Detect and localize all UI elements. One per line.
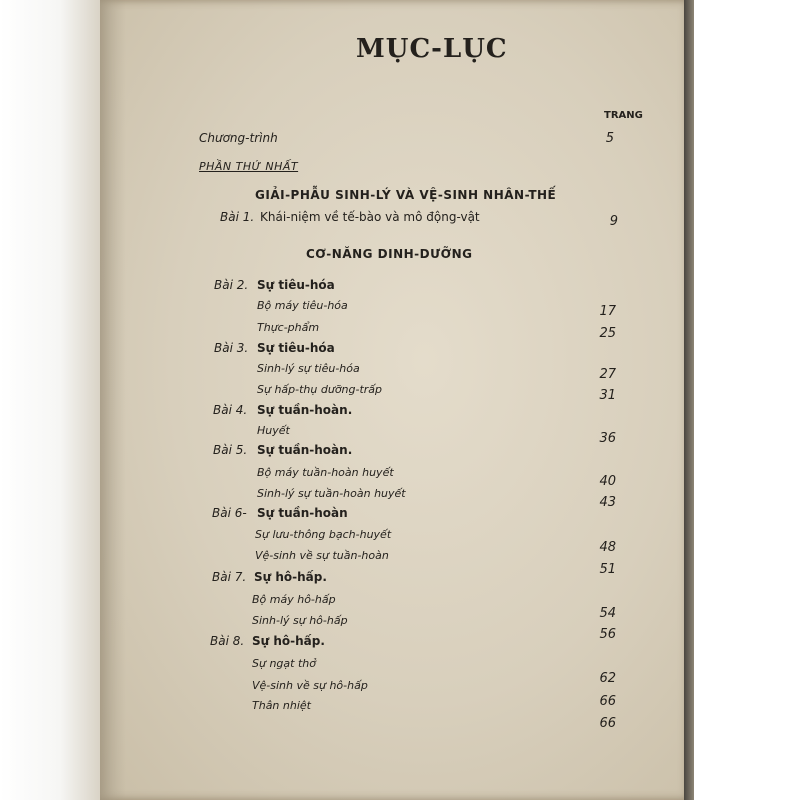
lesson-title: Khái-niệm về tế-bào và mô động-vật — [260, 210, 480, 224]
toc-page-number: 66 — [599, 716, 616, 731]
lesson-title: Sự tiêu-hóa — [257, 341, 335, 355]
lesson-number: Bài 8. — [210, 634, 245, 648]
left-background — [0, 0, 100, 800]
lesson-title: Sự tuần-hoàn. — [257, 443, 353, 457]
toc-page-number: 36 — [599, 431, 616, 446]
toc-subentry: Sinh-lý sự tiêu-hóa — [257, 362, 360, 375]
toc-subentry: Sự lưu-thông bạch-huyết — [255, 528, 392, 541]
toc-subentry: Vệ-sinh về sự hô-hấp — [252, 679, 368, 692]
toc-page-number: 43 — [599, 495, 616, 510]
page-title: MỤC-LỤC — [356, 34, 508, 64]
lesson-title: Sự tuần-hoàn. — [257, 403, 353, 417]
toc-subentry: Bộ máy tiêu-hóa — [257, 299, 348, 312]
lesson-title: Sự hô-hấp. — [254, 570, 327, 584]
page-column-header: TRANG — [604, 110, 643, 121]
toc-page-number: 27 — [599, 367, 616, 382]
toc-subentry: Thân nhiệt — [252, 699, 311, 712]
lesson-number: Bài 2. — [214, 278, 249, 292]
toc-subentry: Sự hấp-thụ dưỡng-trấp — [257, 383, 383, 396]
toc-page-number: 25 — [599, 326, 616, 341]
lesson-number: Bài 5. — [213, 443, 248, 457]
lesson-title: Sự hô-hấp. — [252, 634, 325, 648]
lesson-title: Sự tuần-hoàn — [257, 506, 348, 520]
toc-page-number: 9 — [609, 214, 618, 229]
section-heading-anatomy: GIẢI-PHẪU SINH-LÝ VÀ VỆ-SINH NHÂN-THẾ — [255, 188, 557, 202]
toc-page-number: 66 — [599, 694, 616, 709]
toc-subentry: Sự ngạt thở — [252, 657, 316, 670]
right-background — [684, 0, 800, 800]
toc-page-number: 48 — [599, 540, 616, 555]
toc-page-number: 54 — [599, 606, 616, 621]
toc-subentry: Bộ máy tuần-hoàn huyết — [257, 466, 394, 479]
toc-page-number: 5 — [605, 131, 614, 146]
toc-subentry: Bộ máy hô-hấp — [252, 593, 336, 606]
lesson-number: Bài 3. — [214, 341, 249, 355]
lesson-number: Bài 7. — [212, 570, 247, 584]
lesson-number: Bài 6- — [212, 506, 247, 520]
toc-subentry: Vệ-sinh về sự tuần-hoàn — [255, 549, 389, 562]
toc-subentry: Sinh-lý sự hô-hấp — [252, 614, 348, 627]
page-fold-shadow — [100, 0, 126, 800]
toc-page-number: 31 — [599, 388, 616, 403]
lesson-number: Bài 1. — [220, 210, 255, 224]
lesson-title: Sự tiêu-hóa — [257, 278, 335, 292]
toc-subentry: Thực-phẩm — [257, 321, 320, 334]
toc-page-number: 17 — [599, 304, 616, 319]
part-heading: PHẦN THỨ NHẤT — [199, 160, 299, 173]
toc-subentry: Huyết — [257, 424, 290, 437]
section-heading-nutrition: CƠ-NĂNG DINH-DƯỠNG — [306, 247, 473, 261]
toc-page-number: 62 — [599, 671, 616, 686]
toc-subentry: Sinh-lý sự tuần-hoàn huyết — [257, 487, 406, 500]
toc-page-number: 56 — [599, 627, 616, 642]
toc-page-number: 40 — [599, 474, 616, 489]
toc-entry-chuong-trinh: Chương-trình — [199, 131, 278, 145]
lesson-number: Bài 4. — [213, 403, 248, 417]
toc-page-number: 51 — [599, 562, 616, 577]
